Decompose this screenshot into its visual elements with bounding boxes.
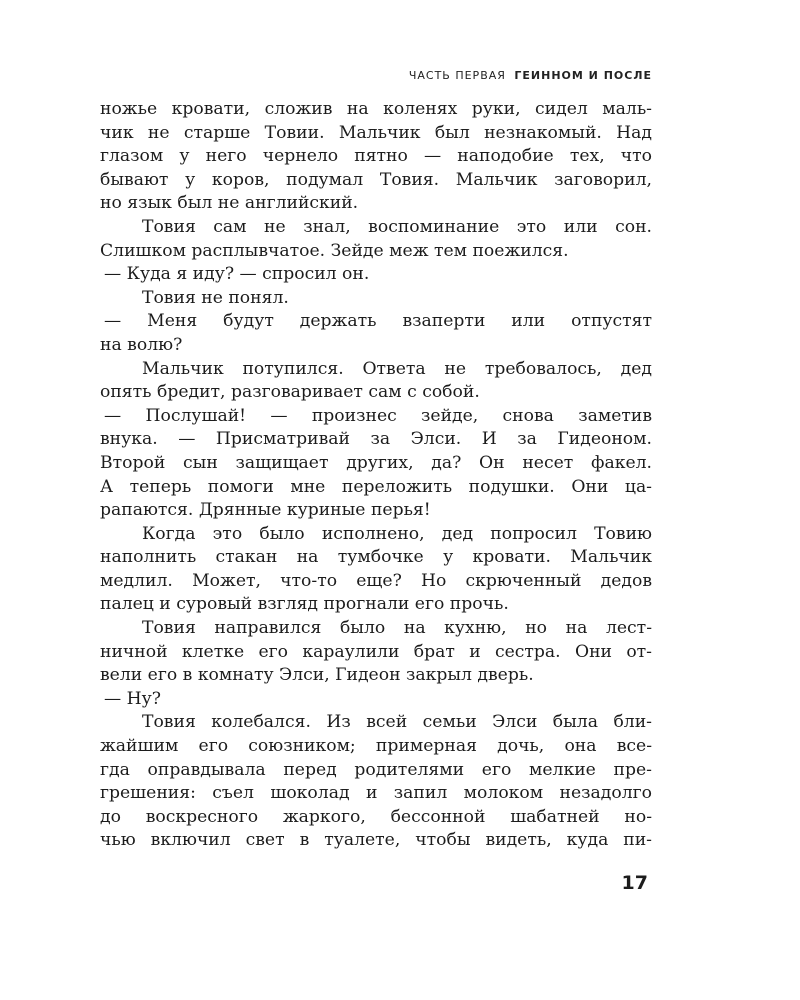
text-line: А теперь помоги мне переложить подушки. Они ца- bbox=[100, 476, 652, 497]
page-number: 17 bbox=[621, 872, 648, 894]
text-line: грешения: съел шоколад и запил молоком незадолго bbox=[100, 783, 652, 804]
text-line: ничной клетке его караулили брат и сестра. Они от- bbox=[100, 641, 652, 662]
text-line: до воскресного жаркого, бессонной шабатней но- bbox=[100, 806, 652, 827]
text-line: палец и суровый взгляд прогнали его прочь. bbox=[100, 594, 509, 615]
body-text bbox=[100, 98, 652, 853]
text-line: Второй сын защищает других, да? Он несет факел. bbox=[100, 452, 652, 473]
text-line: Мальчик потупился. Ответа не требовалось, дед bbox=[142, 358, 652, 379]
text-line: чью включил свет в туалете, чтобы видеть, куда пи- bbox=[100, 830, 652, 851]
text-line: глазом у него чернело пятно — наподобие тех, что bbox=[100, 146, 652, 167]
text-line: чик не старше Товии. Мальчик был незнакомый. Над bbox=[100, 122, 652, 143]
text-line: Когда это было исполнено, дед попросил Товию bbox=[142, 523, 652, 544]
text-line: наполнить стакан на тумбочке у кровати. Мальчик bbox=[100, 547, 652, 568]
text-line: — Меня будут держать взаперти или отпустят bbox=[104, 311, 652, 332]
text-line: Товия не понял. bbox=[142, 287, 289, 308]
text-line: опять бредит, разговаривает сам с собой. bbox=[100, 382, 480, 403]
running-head-part: ЧАСТЬ ПЕРВАЯ bbox=[408, 69, 506, 82]
text-line: вели его в комнату Элси, Гидеон закрыл дверь. bbox=[100, 665, 534, 686]
text-line: — Куда я иду? — спросил он. bbox=[104, 264, 370, 285]
text-line: жайшим его союзником; примерная дочь, она все- bbox=[100, 736, 652, 757]
text-line: Товия направился было на кухню, но на лест- bbox=[142, 618, 652, 639]
running-head-chapter: ГЕИННОМ И ПОСЛЕ bbox=[514, 69, 652, 82]
text-line: ножье кровати, сложив на коленях руки, сидел маль- bbox=[100, 99, 652, 119]
running-head bbox=[409, 69, 652, 82]
text-line: на волю? bbox=[100, 334, 183, 355]
text-line: — Послушай! — произнес зейде, снова заметив bbox=[104, 405, 652, 426]
text-line: внука. — Присматривай за Элси. И за Гидеоном. bbox=[100, 429, 652, 450]
text-line: Товия сам не знал, воспоминание это или сон. bbox=[142, 216, 652, 237]
text-line: но язык был не английский. bbox=[100, 193, 359, 214]
text-line: Слишком расплывчатое. Зейде меж тем поежился. bbox=[100, 240, 569, 261]
text-line: гда оправдывала перед родителями его мелкие пре- bbox=[100, 759, 652, 780]
text-line: рапаются. Дрянные куриные перья! bbox=[100, 500, 431, 521]
text-line: Товия колебался. Из всей семьи Элси была бли- bbox=[142, 712, 652, 733]
text-line: — Ну? bbox=[104, 688, 161, 709]
text-line: бывают у коров, подумал Товия. Мальчик заговорил, bbox=[100, 169, 652, 190]
text-line: медлил. Может, что-то еще? Но скрюченный дедов bbox=[100, 570, 652, 591]
